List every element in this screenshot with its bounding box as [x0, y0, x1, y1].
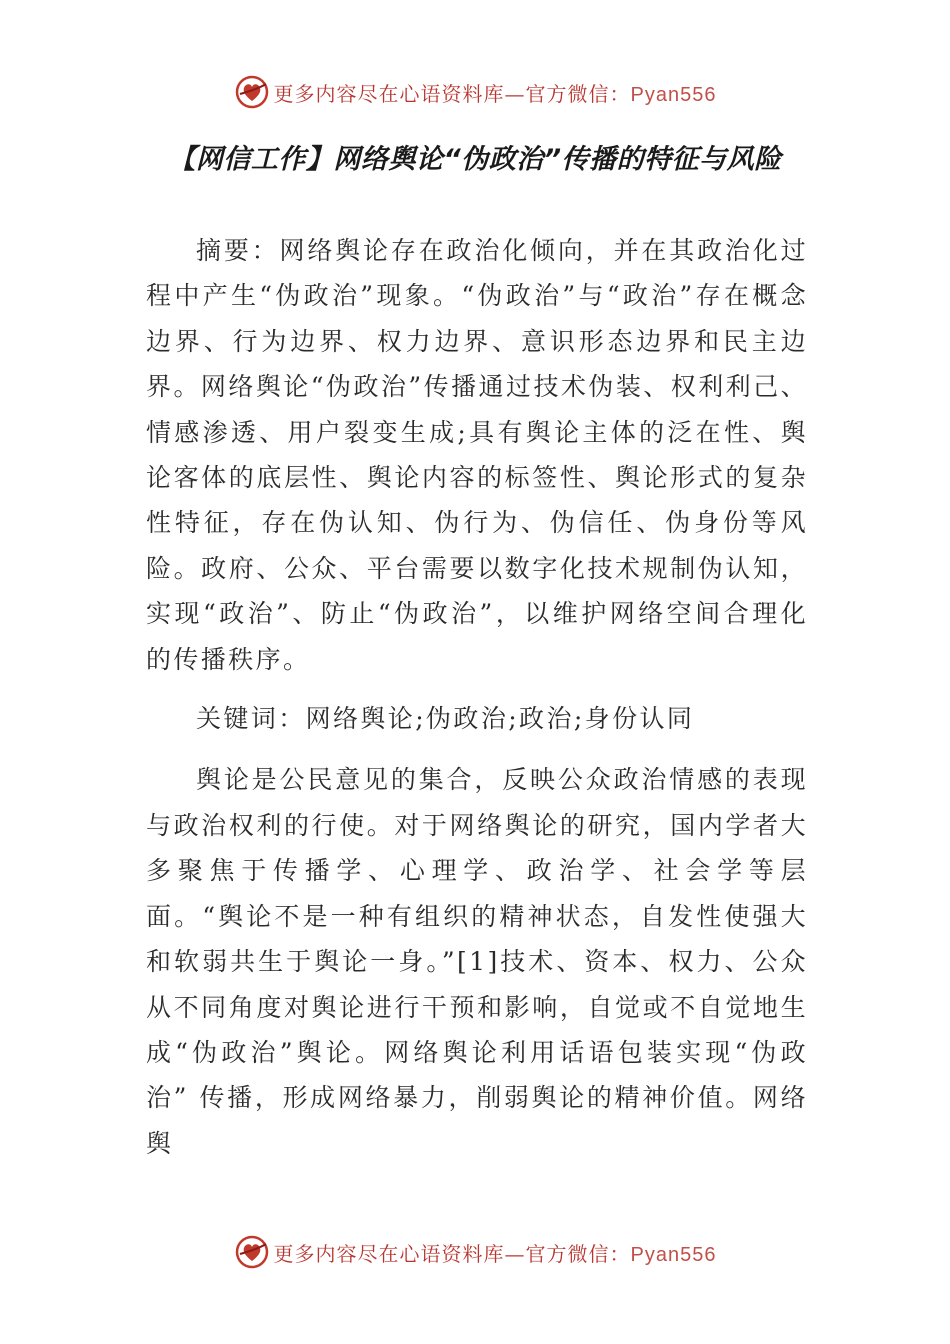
abstract-paragraph: 摘要：网络舆论存在政治化倾向，并在其政治化过程中产生“伪政治”现象。“伪政治”与“政治”存在概念边界、行为边界、权力边界、意识形态边界和民主边界。网络舆论“伪政治”传播通过技术伪装、权利利己、情感渗透、用户裂变生成;具有舆论主体的泛在性、舆论客体的底层性、舆论内容的标签性、舆论形式的复杂性特征，存在伪认知、伪行为、伪信任、伪身份等风险。政府、公众、平台需要以数字化技术规制伪认知，实现“政治”、防止“伪政治”，以维护网络空间合理化的传播秩序。 — [146, 236, 808, 674]
body-paragraph: 舆论是公民意见的集合，反映公众政治情感的表现与政治权利的行使。对于网络舆论的研究，国内学者大多聚焦于传播学、心理学、政治学、社会学等层面。“舆论不是一种有组织的精神状态，自发性使强大和软弱共生于舆论一身。”[1]技术、资本、权力、公众从不同角度对舆论进行干预和影响，自觉或不自觉地生成“伪政治”舆论。网络舆论利用话语包装实现“伪政治” 传播，形成网络暴力，削弱舆论的精神价值。网络舆 — [146, 765, 808, 1158]
header-banner-text: 更多内容尽在心语资料库—官方微信：Pyan556 — [273, 81, 717, 106]
footer-banner-text: 更多内容尽在心语资料库—官方微信：Pyan556 — [273, 1241, 717, 1266]
heart-logo-icon — [234, 1234, 270, 1270]
footer-banner — [0, 1232, 950, 1272]
document-title: 【网信工作】网络舆论“伪政治”传播的特征与风险 — [168, 144, 782, 175]
footer-wechat-id: Pyan556 — [630, 1243, 717, 1266]
heart-logo-icon — [234, 74, 270, 110]
document-body — [146, 228, 808, 1180]
keywords-paragraph: 关键词：网络舆论;伪政治;政治;身份认同 — [196, 704, 695, 734]
header-banner — [0, 72, 950, 112]
header-wechat-id: Pyan556 — [630, 83, 717, 106]
